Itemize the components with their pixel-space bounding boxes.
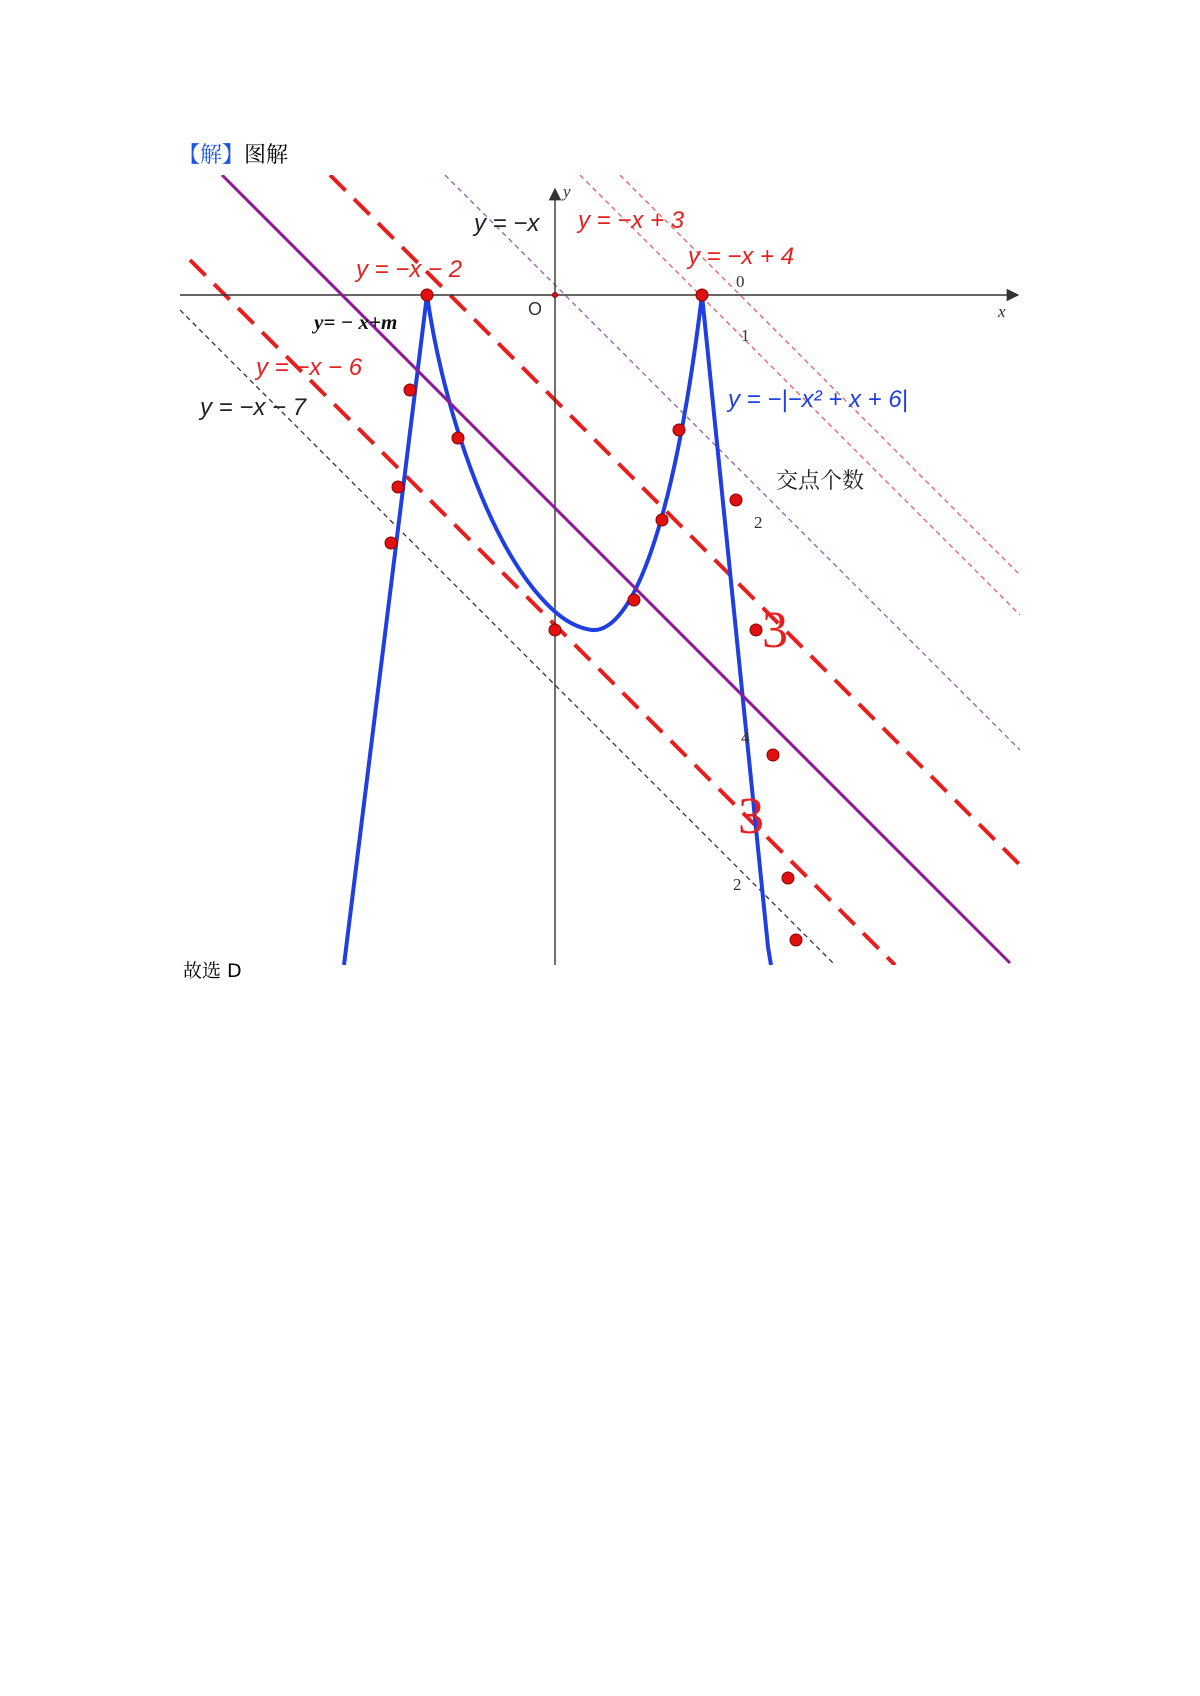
- count-label: 0: [736, 272, 745, 291]
- count-label: 2: [733, 875, 742, 894]
- solution-heading: [178, 142, 288, 170]
- label-y-neg-x-minus-7: y = −x − 7: [200, 394, 307, 421]
- intersection-point: [628, 594, 640, 606]
- label-y-neg-x-minus-6: y = −x − 6: [256, 354, 363, 381]
- y-axis-label: y: [563, 182, 571, 201]
- line-y-neg-x-plus-4: [620, 175, 1020, 575]
- count-label: 1: [741, 326, 750, 345]
- count-label: 4: [741, 728, 750, 747]
- label-y-neg-x-plus-m: y= − x+m: [314, 310, 398, 334]
- label-y-neg-x-minus-2: y = −x − 2: [356, 256, 463, 283]
- intersection-point: [782, 872, 794, 884]
- answer-text: 故选 D: [183, 960, 242, 982]
- count-label: 3: [762, 602, 788, 659]
- solution-tag: 【解】: [178, 143, 245, 168]
- x-axis-label: x: [998, 302, 1006, 321]
- origin-label: O: [528, 299, 543, 319]
- intersection-point: [696, 289, 708, 301]
- count-label: 3: [738, 788, 764, 845]
- label-curve: y = −|−x² + x + 6|: [728, 386, 908, 413]
- intersection-point: [421, 289, 433, 301]
- intersection-point: [549, 624, 561, 636]
- line-y-neg-x-plus-m: [222, 175, 1010, 963]
- graph-svg: [180, 175, 1020, 965]
- label-y-neg-x-plus-3: y = −x + 3: [578, 207, 685, 234]
- intersection-point: [392, 481, 404, 493]
- label-y-neg-x-plus-4: y = −x + 4: [688, 243, 795, 270]
- intersection-point: [767, 749, 779, 761]
- intersection-point: [750, 624, 762, 636]
- intersection-point: [790, 934, 802, 946]
- intersection-point: [452, 432, 464, 444]
- intersection-point: [673, 424, 685, 436]
- solution-title: 图解: [244, 143, 289, 168]
- intersection-point: [385, 537, 397, 549]
- count-label: 2: [754, 513, 763, 532]
- intersection-point: [404, 384, 416, 396]
- annotation-intersection-count: 交点个数: [776, 469, 865, 494]
- intersection-point: [730, 494, 742, 506]
- label-y-neg-x: y = −x: [474, 210, 540, 237]
- intersection-point: [656, 514, 668, 526]
- graph-figure: [180, 175, 1020, 965]
- intersection-point: [553, 293, 558, 298]
